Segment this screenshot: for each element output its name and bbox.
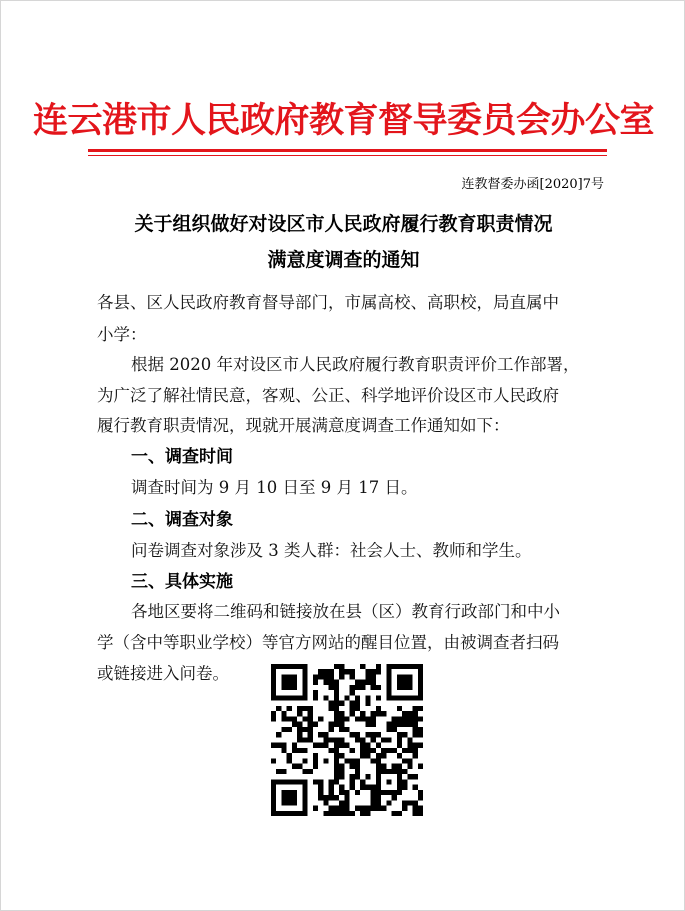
recipients-line-1: 各县、区人民政府教育督导部门，市属高校、高职校，局直属中: [97, 293, 559, 312]
qr-code-icon[interactable]: [271, 664, 423, 816]
section-implementation-line-2: 学（含中等职业学校）等官方网站的醒目位置，由被调查者扫码: [97, 633, 559, 652]
section-heading-implementation: 三、具体实施: [131, 572, 233, 592]
section-implementation-line-1: 各地区要将二维码和链接放在县（区）教育行政部门和中小: [131, 602, 560, 621]
section-time-text: 调查时间为 9 月 10 日至 9 月 17 日。: [131, 478, 418, 497]
section-heading-target: 二、调查对象: [131, 510, 233, 530]
intro-line-2: 为广泛了解社情民意，客观、公正、科学地评价设区市人民政府: [97, 386, 559, 405]
section-heading-time: 一、调查时间: [131, 447, 233, 467]
section-target-text: 问卷调查对象涉及 3 类人群：社会人士、教师和学生。: [131, 541, 532, 560]
notice-title-line-1: 关于组织做好对设区市人民政府履行教育职责情况: [134, 213, 553, 235]
section-implementation-line-3: 或链接进入问卷。: [97, 664, 229, 683]
letterhead-rule-thin: [88, 155, 607, 156]
document-number: 连教督委办函[2020]7号: [461, 177, 604, 192]
qr-code-graphic: [271, 664, 423, 816]
recipients-line-2: 小学：: [97, 325, 147, 344]
intro-line-3: 履行教育职责情况，现就开展满意度调查工作通知如下：: [97, 416, 510, 435]
intro-line-1: 根据 2020 年对设区市人民政府履行教育职责评价工作部署，: [131, 355, 580, 374]
letterhead-title: 连云港市人民政府教育督导委员会办公室: [32, 100, 654, 141]
letterhead-rule-thick: [88, 149, 607, 152]
notice-title-line-2: 满意度调查的通知: [267, 249, 420, 271]
